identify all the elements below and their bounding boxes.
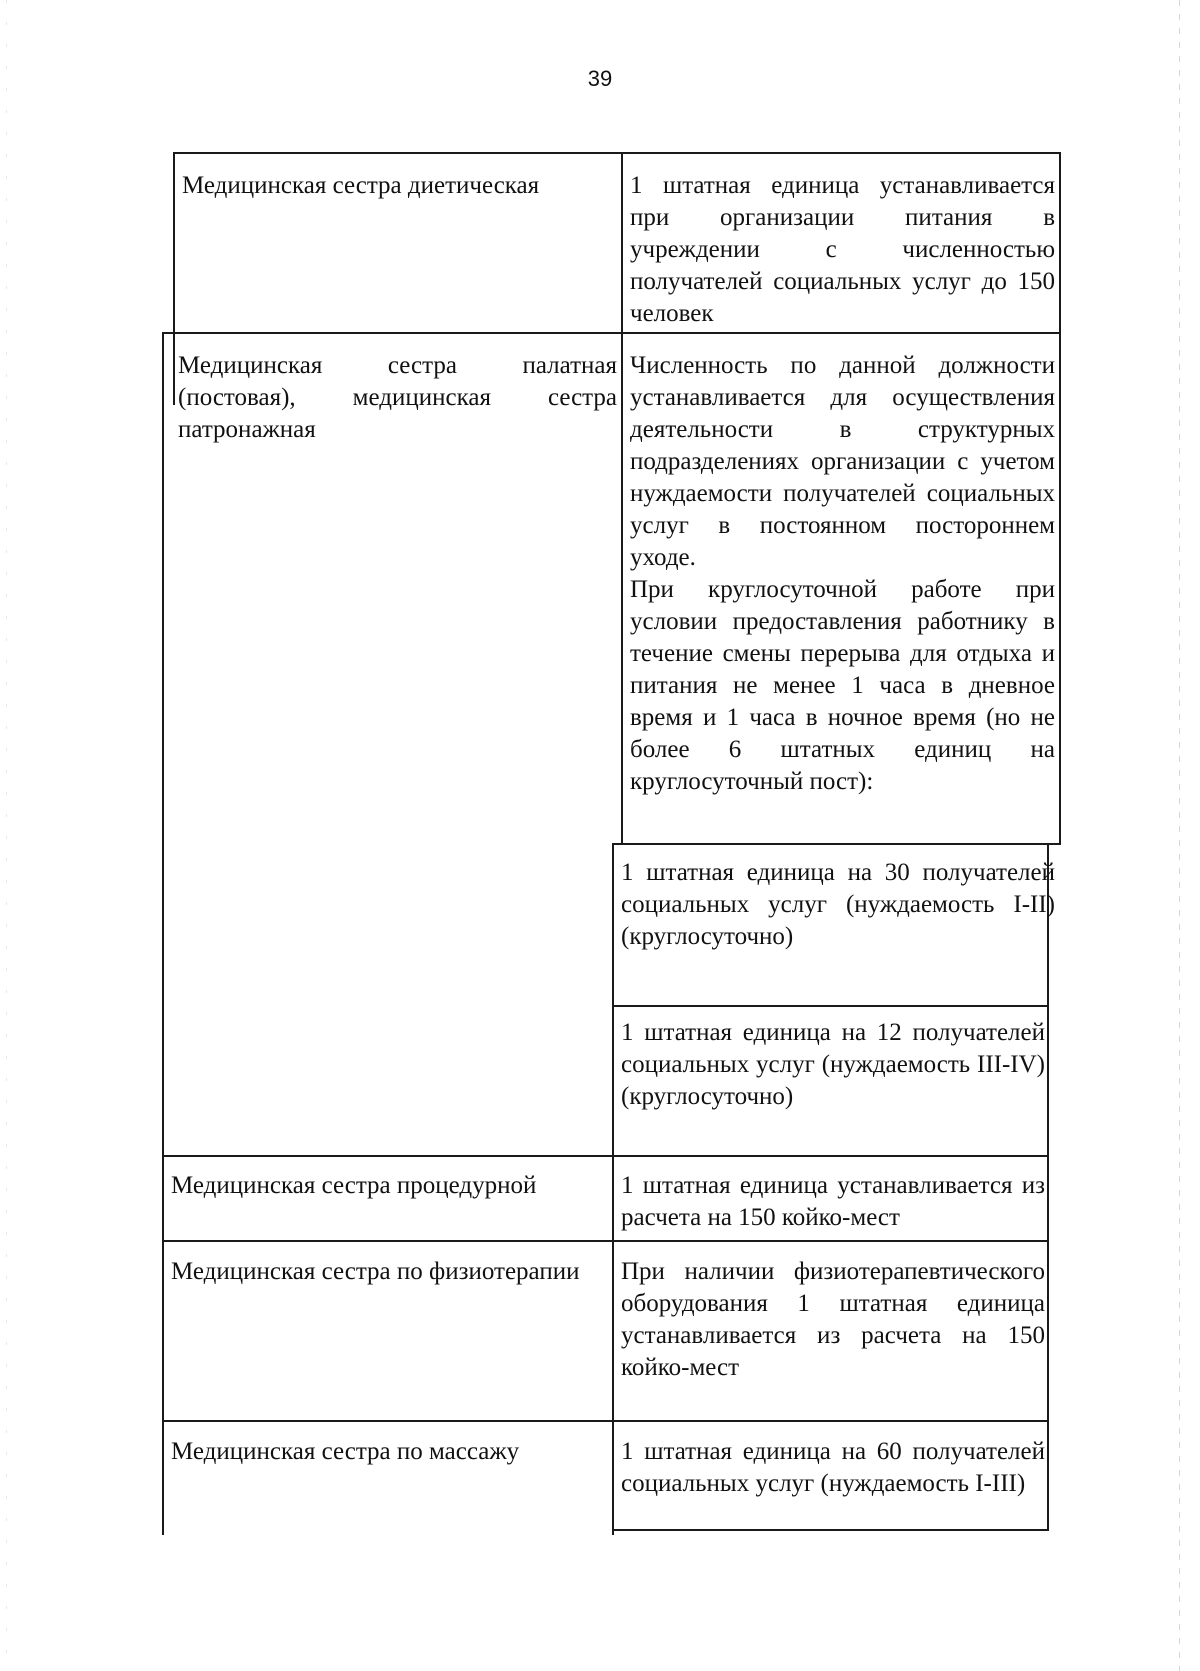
- table-row-4-position: Медицинская сестра по физиотерапии: [171, 1258, 580, 1285]
- page-number: 39: [587, 66, 613, 91]
- table-row-4-norm: При наличии физиотерапевтического оборудования 1 штатная единица устанавливается из расчета на 150 койко-мест: [621, 1258, 1045, 1381]
- table-row-2-norm-intro: Численность по данной должности устанавливается для осуществления деятельности в структурных подразделениях организации с учетом нуждаемости получателей социальных услуг в постоянном постороннем уходе.: [630, 352, 1055, 571]
- table-row-2-norm-need-3-4: 1 штатная единица на 12 получателей социальных услуг (нуждаемость III-IV) (круглосуточно): [621, 1019, 1045, 1110]
- table-row-5-position: Медицинская сестра по массажу: [171, 1438, 520, 1465]
- table-row-3-norm: 1 штатная единица устанавливается из расчета на 150 койко-мест: [621, 1172, 1045, 1231]
- scan-edge-artifact: [1179, 0, 1180, 1671]
- table-row-3-position: Медицинская сестра процедурной: [171, 1172, 537, 1199]
- table-row-2-position: Медицинская сестра палатная (постовая), медицинская сестра патронажная: [178, 352, 617, 443]
- table-row-5-norm: 1 штатная единица на 60 получателей социальных услуг (нуждаемость I-III): [621, 1438, 1045, 1497]
- table-row-2-norm-roundclock: При круглосуточной работе при условии предоставления работнику в течение смены перерыва для отдыха и питания не менее 1 часа в дневное время и 1 часа в ночное время (но не более 6 штатных единиц на круглосуточный пост):: [630, 576, 1055, 795]
- scan-edge-artifact-left: [6, 0, 7, 1671]
- table-row-1-position: Медицинская сестра диетическая: [182, 172, 540, 199]
- table-row-1-norm: 1 штатная единица устанавливается при организации питания в учреждении с численностью получателей социальных услуг до 150 человек: [630, 172, 1055, 327]
- table-row-2-norm-need-1-2: 1 штатная единица на 30 получателей социальных услуг (нуждаемость I-II) (круглосуточно): [621, 859, 1055, 950]
